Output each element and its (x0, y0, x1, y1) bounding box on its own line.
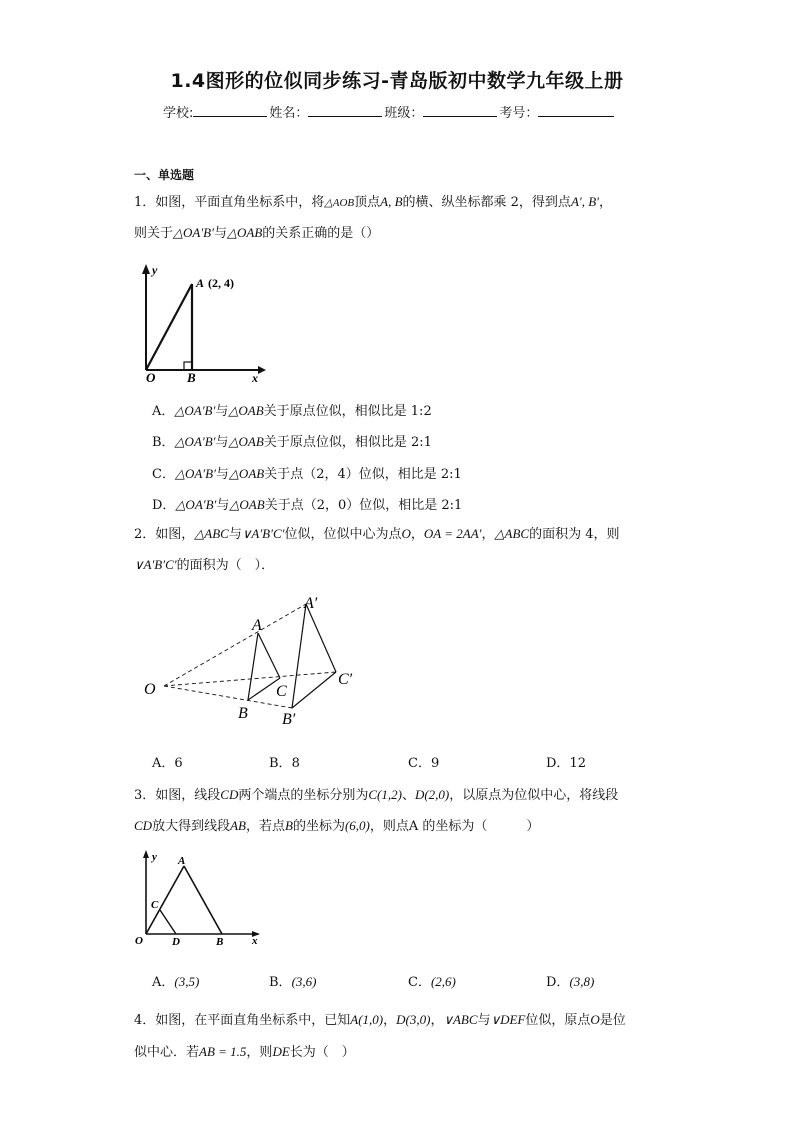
text: 与 (477, 1013, 491, 1028)
q2-option-c[interactable] (408, 752, 439, 771)
text: 与 (213, 226, 227, 241)
math: △OA′B′ (175, 497, 217, 512)
option-value: (3,5) (174, 974, 200, 989)
question-4-line-2 (134, 1036, 664, 1068)
point-a-label: A (252, 617, 262, 634)
center-o-label: O (144, 681, 156, 698)
question-3-line-1 (134, 779, 664, 811)
math: △OAB (229, 497, 265, 512)
text: 似中心．若 (134, 1045, 200, 1060)
math: A′, B′ (570, 194, 600, 209)
text: 长为（ ） (289, 1045, 355, 1060)
text: 的关系正确的是（） (262, 226, 380, 241)
math: O (590, 1012, 600, 1027)
y-axis-label: y (152, 851, 157, 863)
math: △ABC (194, 526, 229, 541)
q1-option-a[interactable] (152, 400, 432, 419)
q3-option-b[interactable] (269, 971, 316, 990)
text: 1．如图，平面直角坐标系中，将 (134, 195, 325, 210)
math: △OAB (228, 403, 264, 418)
point-b-label: B (216, 936, 224, 948)
page-title: 1.4图形的位似同步练习-青岛版初中数学九年级上册 (170, 70, 624, 92)
text: 的面积为（ ）． (176, 558, 275, 573)
section-title: 一、单选题 (134, 168, 195, 182)
text: ，则 (246, 1045, 273, 1060)
text: 与 (215, 404, 229, 419)
student-info-row (163, 102, 616, 121)
option-key: A． (152, 404, 175, 419)
point-b-label: B (187, 370, 196, 384)
point-b-label: B (238, 705, 248, 722)
question-3-figure (132, 848, 268, 948)
origin-label: O (146, 370, 156, 384)
option-key: A． (152, 756, 175, 771)
option-text: 关于点（2，4）位似，相比是 2:1 (264, 467, 462, 482)
class-blank[interactable] (423, 102, 497, 117)
text: 与 (216, 498, 230, 513)
math: D(2,0) (414, 787, 450, 802)
math: ∨ABC (443, 1012, 478, 1027)
text: 4．如图，在平面直角坐标系中，已知 (134, 1013, 351, 1028)
point-c-label: C (276, 683, 287, 700)
origin-label: O (135, 935, 143, 947)
text: 的面积为 4，则 (529, 527, 620, 542)
option-key: C． (408, 756, 431, 771)
text: 位似，位似中心为点 (284, 527, 402, 542)
option-value: 9 (430, 756, 440, 771)
point-a-label: A (196, 276, 205, 290)
math: △OAB (228, 466, 265, 481)
option-key: A． (152, 975, 175, 990)
question-2-line-2 (134, 549, 664, 581)
option-text: 关于原点位似，相似比是 2:1 (263, 435, 432, 450)
math: OA = 2AA′ (423, 526, 482, 541)
option-text: 关于原点位似，相似比是 1:2 (263, 404, 432, 419)
point-d-label: D (172, 936, 180, 948)
math: △OA′B′ (174, 434, 216, 449)
math: (6,0) (344, 818, 370, 833)
q2-option-b[interactable] (269, 752, 300, 771)
math: A, B (380, 194, 403, 209)
text: ， (383, 1013, 397, 1028)
number-label: 考号： (499, 106, 539, 121)
option-value: 8 (291, 756, 300, 771)
text: 两个端点的坐标分别为 (238, 788, 369, 803)
x-axis-label: x (252, 935, 258, 947)
math: △AOB (324, 197, 355, 209)
option-value: 12 (569, 756, 586, 771)
math: CD (220, 787, 239, 802)
text: ，若点 (245, 819, 285, 834)
question-2-figure (140, 590, 380, 736)
text: 顶点 (354, 195, 381, 210)
math: DE (272, 1044, 290, 1059)
math: △OA′B′ (174, 403, 216, 418)
math: △OA′B′ (174, 466, 216, 481)
point-b-prime-label: B′ (282, 711, 296, 728)
option-key: D． (546, 975, 570, 990)
option-key: D． (152, 498, 176, 513)
q3-option-a[interactable] (152, 971, 199, 990)
point-a-coord: (2, 4) (208, 276, 234, 290)
text: ， (599, 195, 613, 210)
option-key: C． (152, 467, 175, 482)
question-3-line-2 (134, 810, 664, 842)
q3-option-d[interactable] (546, 971, 594, 990)
text: ，以原点为位似中心，将线段 (449, 788, 619, 803)
math: ∨A′B′C′ (241, 526, 285, 541)
name-label: 姓名： (269, 106, 309, 121)
text: ， (481, 527, 495, 542)
text: 3．如图，线段 (134, 788, 221, 803)
point-a-prime-label: A′ (304, 595, 318, 612)
math: O (401, 526, 411, 541)
text: 位似，原点 (525, 1013, 591, 1028)
x-axis-label: x (252, 371, 258, 384)
question-1-line-1 (134, 186, 664, 219)
q2-option-d[interactable] (546, 752, 586, 771)
math: ∨DEF (490, 1012, 526, 1027)
math: △ABC (494, 526, 530, 541)
math: △OAB (228, 434, 264, 449)
math: △OAB (227, 225, 263, 240)
question-1-line-2 (134, 217, 664, 249)
option-value: (3,8) (569, 974, 595, 989)
point-c-label: C (151, 899, 159, 911)
text: 是位 (599, 1013, 626, 1028)
math: AB = 1.5 (199, 1044, 247, 1059)
q3-option-c[interactable] (408, 971, 456, 990)
math: AB (230, 818, 246, 833)
q1-option-d[interactable] (152, 494, 462, 513)
option-value: 6 (174, 756, 183, 771)
text: 与 (215, 467, 229, 482)
text: ， (430, 1013, 444, 1028)
option-key: B． (269, 756, 292, 771)
school-blank[interactable] (193, 102, 267, 117)
point-a-label: A (178, 855, 186, 867)
question-1-figure (132, 262, 272, 384)
option-key: B． (152, 435, 175, 450)
math: D(3,0) (396, 1012, 431, 1027)
text: ，则点A 的坐标为（ ） (369, 819, 540, 834)
math: C(1,2) (368, 787, 402, 802)
q2-option-a[interactable] (152, 752, 183, 771)
text: ， (410, 527, 424, 542)
math: △OA′B′ (173, 225, 214, 240)
text: 与 (228, 527, 242, 542)
class-label: 班级： (384, 106, 424, 121)
school-label: 学校: (163, 106, 194, 121)
y-axis-label: y (152, 263, 158, 277)
q1-option-b[interactable] (152, 431, 432, 450)
option-key: C． (408, 975, 431, 990)
math: ∨A′B′C′ (134, 557, 177, 572)
question-2-line-1 (134, 518, 664, 550)
option-value: (3,6) (291, 974, 317, 989)
text: 与 (215, 435, 229, 450)
option-key: B． (269, 975, 292, 990)
number-blank[interactable] (538, 102, 614, 117)
text: 的坐标为 (292, 819, 345, 834)
point-c-prime-label: C′ (338, 671, 353, 688)
question-4-line-1 (134, 1004, 664, 1036)
text: 2．如图， (134, 527, 195, 542)
q1-option-c[interactable] (152, 463, 462, 482)
text: 、 (401, 788, 415, 803)
text: 的横、纵坐标都乘 2，得到点 (402, 195, 571, 210)
text: 则关于 (134, 226, 174, 241)
option-text: 关于点（2，0）位似，相比是 2:1 (264, 498, 463, 513)
name-blank[interactable] (308, 102, 382, 117)
option-key: D． (546, 756, 570, 771)
math: A(1,0) (350, 1012, 384, 1027)
math: B (284, 818, 293, 833)
option-value: (2,6) (430, 974, 456, 989)
math: CD (134, 818, 153, 833)
text: 放大得到线段 (152, 819, 231, 834)
